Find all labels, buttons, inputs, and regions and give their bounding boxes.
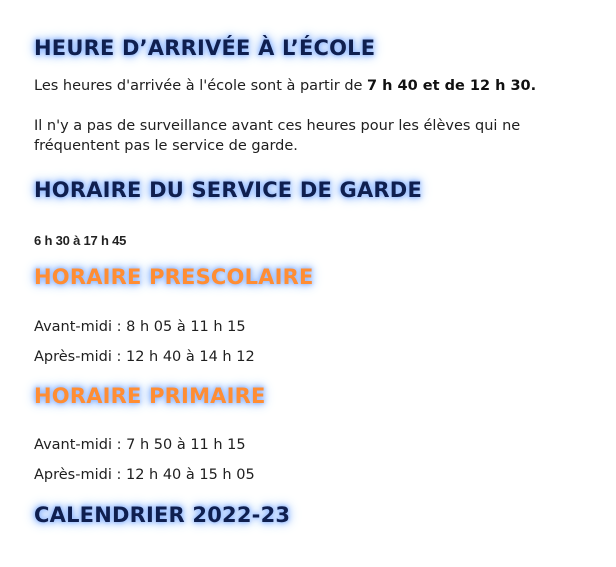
arrival-heading: HEURE D’ARRIVÉE À L’ÉCOLE	[34, 36, 376, 60]
primary-morning-hours: Avant-midi : 7 h 50 à 11 h 15	[34, 437, 246, 453]
daycare-heading: HORAIRE DU SERVICE DE GARDE	[34, 178, 422, 202]
daycare-hours: 6 h 30 à 17 h 45	[34, 233, 127, 248]
preschool-morning-hours: Avant-midi : 8 h 05 à 11 h 15	[34, 319, 246, 335]
preschool-afternoon-hours: Après-midi : 12 h 40 à 14 h 12	[34, 349, 255, 365]
preschool-heading: HORAIRE PRESCOLAIRE	[34, 265, 314, 289]
primary-heading: HORAIRE PRIMAIRE	[34, 384, 266, 408]
arrival-hours-bold: 7 h 40 et de 12 h 30.	[367, 78, 537, 94]
supervision-note-line-1: Il n'y a pas de surveillance avant ces heures pour les élèves qui ne	[34, 118, 521, 134]
arrival-hours-text	[34, 76, 536, 96]
arrival-hours-prefix: Les heures d'arrivée à l'école sont à partir de	[34, 78, 368, 94]
supervision-note-line-2: fréquentent pas le service de garde.	[34, 138, 298, 154]
calendar-heading[interactable]: CALENDRIER 2022-23	[34, 503, 291, 527]
primary-afternoon-hours: Après-midi : 12 h 40 à 15 h 05	[34, 467, 255, 483]
